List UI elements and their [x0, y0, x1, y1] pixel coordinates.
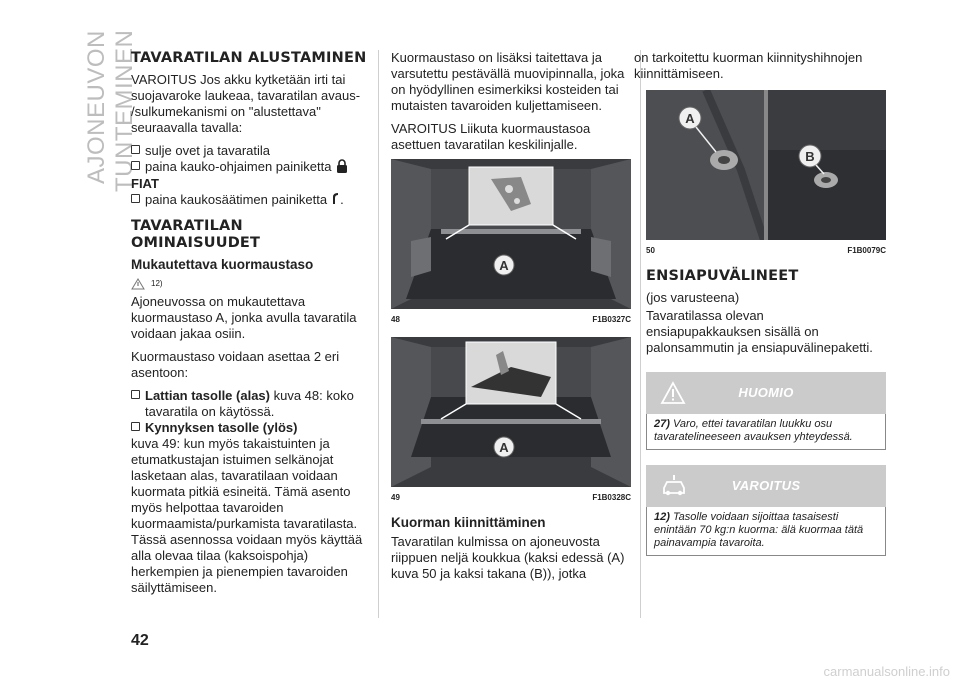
figure-number: 50 — [646, 246, 655, 255]
checkbox-bullet-icon — [131, 145, 140, 154]
paragraph: VAROITUS Liikuta kuormaustasoa asettuen tavaratilan keskilinjalle. — [391, 121, 591, 152]
list-item-bold: Lattian tasolle (alas) — [145, 388, 270, 403]
reference-number: 12) — [151, 279, 163, 288]
list-item-bold: Kynnyksen tasolle (ylös) — [145, 420, 298, 435]
side-section-title: AJONEUVON TUNTEMINEN — [83, 30, 138, 193]
figure-callout-b: B — [805, 149, 815, 164]
footer-watermark: carmanualsonline.info — [823, 664, 950, 679]
note-number: 27) — [654, 418, 670, 430]
checkbox-bullet-icon — [131, 194, 140, 203]
paragraph: (jos varusteena) — [646, 290, 740, 305]
paragraph: Ajoneuvossa on mukautettava kuormaustaso A, jonka avulla tavaratila voidaan jakaa osiin. — [131, 294, 357, 341]
figure-callout-a: A — [685, 111, 695, 126]
checkbox-bullet-icon — [131, 161, 140, 170]
figure-caption — [646, 243, 886, 259]
fiat-label: FIAT — [131, 176, 159, 191]
warning-paragraph: VAROITUS Jos akku kytketään irti tai suojavaroke laukeaa, tavaratilan avaus- /sulkumekanismi on "alustettava" seuraavalla tavalla: — [131, 72, 361, 135]
note-number: 12) — [654, 511, 670, 523]
checkbox-bullet-icon — [131, 422, 140, 431]
list-item-text: paina kauko-ohjaimen painiketta — [145, 159, 332, 174]
figure-code: F1B0079C — [847, 246, 886, 255]
list-item — [131, 143, 367, 159]
trunk-open-icon — [331, 192, 340, 205]
list-item — [131, 388, 367, 420]
column-1 — [131, 50, 367, 603]
figure-49-trunk-floor-raised — [391, 337, 631, 487]
figure-callout-a: A — [499, 258, 509, 273]
paragraph: on tarkoitettu kuorman kiinnityshihnojen kiinnittämiseen. — [634, 50, 863, 81]
warning-reference — [131, 276, 367, 292]
list-item — [131, 159, 367, 175]
note-header — [646, 465, 886, 507]
figure-number: 49 — [391, 493, 400, 502]
page-number: 42 — [131, 632, 149, 649]
checkbox-bullet-icon — [131, 390, 140, 399]
heading-ensiapuvalineet: ENSIAPUVÄLINEET — [646, 268, 799, 284]
list-item-rest: kuva 48: koko tavaratila on käytössä. — [145, 388, 354, 419]
paragraph: Tavaratilan kulmissa on ajoneuvosta riippuen neljä koukkua (kaksi edessä (A) kuva 50 ja kaksi takana (B)), jotka — [391, 534, 625, 581]
figure-callout-a: A — [499, 440, 509, 455]
note-body — [646, 507, 886, 556]
heading-mukautettava: Mukautettava kuormaustaso — [131, 257, 314, 272]
heading-tavaratilan-alustaminen: TAVARATILAN ALUSTAMINEN — [131, 50, 367, 66]
figure-caption — [391, 490, 631, 506]
figure-number: 48 — [391, 315, 400, 324]
heading-tavaratilan-ominaisuudet: TAVARATILAN OMINAISUUDET — [131, 218, 261, 251]
list-item — [131, 420, 367, 436]
list-item-text: sulje ovet ja tavaratila — [145, 143, 271, 158]
note-body — [646, 414, 886, 450]
figure-50-load-hooks — [646, 90, 886, 240]
heading-kuorman-kiinnittaminen: Kuorman kiinnittäminen — [391, 515, 546, 530]
figure-caption — [391, 312, 631, 328]
paragraph: Tavaratilassa olevan ensiapupakkauksen sisällä on palonsammutin ja ensiapuvälinepaketti. — [646, 308, 873, 355]
figure-48-trunk-floor-lowered — [391, 159, 631, 309]
list-item-text: paina kaukosäätimen painiketta — [145, 192, 328, 207]
note-box-varoitus — [646, 465, 886, 556]
list-item: paina kaukosäätimen painiketta . — [131, 192, 367, 208]
figure-code: F1B0328C — [592, 493, 631, 502]
note-box-huomio — [646, 372, 886, 450]
paragraph: Kuormaustaso voidaan asettaa 2 eri asentoon: — [131, 349, 340, 380]
column-2 — [391, 50, 631, 589]
note-text: Varo, ettei tavaratilan luukku osu tavaratelineeseen avauksen yhteydessä. — [654, 418, 853, 443]
paragraph: kuva 49: kun myös takaistuinten ja etumatkustajan istuimen selkänojat lasketaan alas, tavaratilaan voidaan kuormata pitkiä esineitä. Tämä asento myös helpottaa tavaroiden kuormaamista/purkamista tavaratilasta. Tässä asennossa voidaan myös käyttää alla olevaa tilaa (kaksoispohja) herkempien ja pienempien tavaroiden säilyttämiseen. — [131, 436, 363, 595]
note-text: Tasolle voidaan sijoittaa tasaisesti enintään 70 kg:n kuorma: älä kuormaa tätä painavampia tavaroita. — [654, 511, 864, 549]
warning-car-icon — [131, 278, 145, 290]
column-divider — [378, 50, 379, 618]
note-title: HUOMIO — [738, 385, 794, 400]
note-title: VAROITUS — [731, 478, 801, 493]
lock-icon — [336, 159, 348, 174]
figure-code: F1B0327C — [592, 315, 631, 324]
column-3 — [634, 50, 886, 556]
paragraph: Kuormaustaso on lisäksi taitettava ja varsutettu pestävällä muovipinnalla, joka on hyödyllinen esimerkiksi kosteiden tai mutaisten tavaroiden kuljettamiseen. — [391, 50, 625, 113]
note-header — [646, 372, 886, 414]
list-item-text — [145, 388, 367, 420]
